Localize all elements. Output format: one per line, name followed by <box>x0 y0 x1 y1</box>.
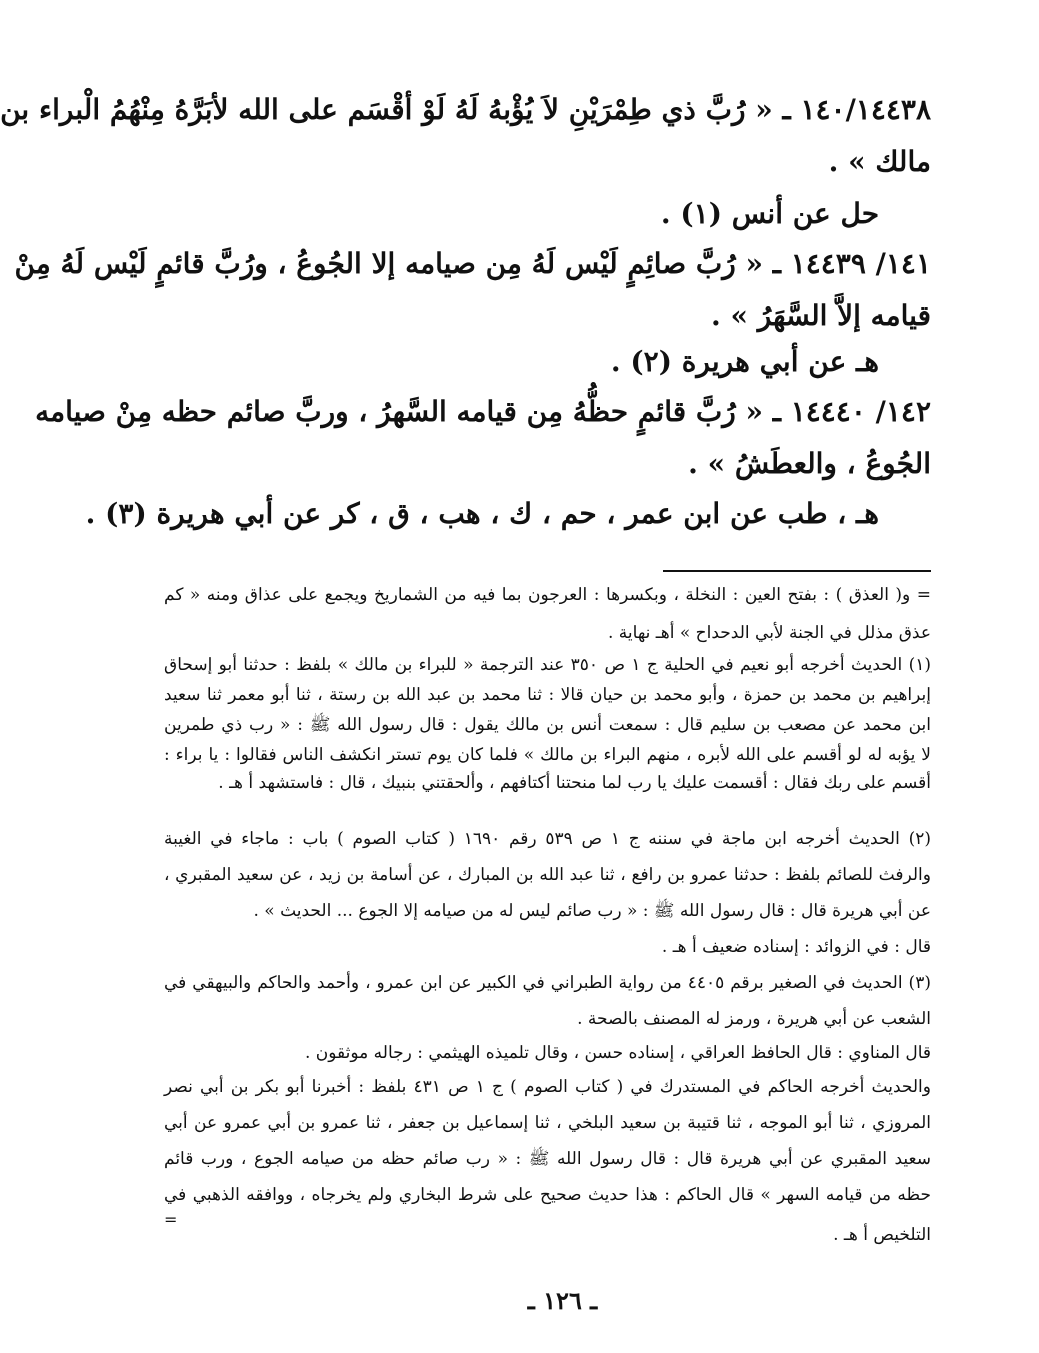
footnote-line: (٣) الحديث في الصغير برقم ٤٤٠٥ من رواية الطبراني في الكبير عن ابن عمرو ، وأحمد والحاكم والبيهقي في <box>164 973 931 993</box>
footnote-line: لا يؤبه له لو أقسم على الله لأبره ، منهم البراء بن مالك » فلما كان يوم تستر انكشف الناس فقالوا : يا براء : <box>164 745 931 765</box>
footnote-line: قال المناوي : قال الحافظ العراقي ، إسناده حسن ، وقال تلميذه الهيثمي : رجاله موثقون . <box>304 1043 931 1063</box>
footnote-line: حظه من قيامه السهر » قال الحاكم : هذا حديث صحيح على شرط البخاري ولم يخرجاه ، ووافقه الذهبي في <box>164 1185 931 1205</box>
hadith-141-source: هـ عن أبي هريرة (٢) . <box>610 345 879 378</box>
hadith-141-line-1: ١٤١/ ١٤٤٣٩ ـ « رُبَّ صائِمٍ لَيْس لَهُ مِن صيامه إلا الجُوعُ ، ورُبَّ قائمٍ لَيْس لَهُ مِنْ <box>14 247 931 280</box>
hadith-142-line-1: ١٤٢/ ١٤٤٤٠ ـ « رُبَّ قائمٍ حظُّهُ مِن قيامه السَّهرُ ، وربَّ صائم حظه مِنْ صيامه <box>35 395 931 428</box>
hadith-142-source: هـ ، طب عن ابن عمر ، حم ، ك ، هب ، ق ، كر عن أبي هريرة (٣) . <box>85 497 879 530</box>
page-number: ـ ١٢٦ ـ <box>527 1286 598 1315</box>
footnote-line: أقسم على ربك فقال : أقسمت عليك يا رب لما منحتنا أكتافهم ، وألحقتني بنبيك ، قال : فاستشهد أ هـ . <box>218 773 931 793</box>
footnote-line: ابن محمد عن مصعب بن سليم قال : سمعت أنس بن مالك يقول : قال رسول الله ﷺ : « رب ذي طمرين <box>164 715 931 735</box>
hadith-140-line-1: ١٤٠/١٤٤٣٨ ـ « رُبَّ ذي طِمْرَيْنِ لاَ يُؤْبهُ لَهُ لَوْ أقْسَم على الله لأبَرَّهُ مِنْهُمُ الْبراء بن <box>0 93 931 126</box>
footnote-line: (١) الحديث أخرجه أبو نعيم في الحلية ج ١ ص ٣٥٠ عند الترجمة « للبراء بن مالك » بلفظ : حدثنا أبو إسحاق <box>164 655 931 675</box>
hadith-142-line-2: الجُوعُ ، والعطَشُ » . <box>688 447 931 480</box>
footnote-line: التلخيص أ هـ . <box>833 1225 931 1245</box>
hadith-140-line-2: مالك » . <box>828 145 931 178</box>
continuation-mark: = <box>164 1210 178 1229</box>
footnote-line: (٢) الحديث أخرجه ابن ماجة في سننه ج ١ ص ٥٣٩ رقم ١٦٩٠ ( كتاب الصوم ) باب : ماجاء في الغيبة <box>164 829 931 849</box>
footnote-line: إبراهيم بن محمد بن حمزة ، وأبو محمد بن حيان قالا : ثنا محمد بن عبد الله بن رستة ، ثنا أبو معمر ثنا سعيد <box>164 685 931 705</box>
footnote-line: والحديث أخرجه الحاكم في المستدرك في ( كتاب الصوم ) ج ١ ص ٤٣١ بلفظ : أخبرنا أبو بكر بن أبي نصر <box>164 1077 931 1097</box>
footnote-line: قال : في الزوائد : إسناده ضعيف أ هـ . <box>661 937 931 957</box>
footnote-line: والرفث للصائم بلفظ : حدثنا عمرو بن رافع ، ثنا عبد الله بن المبارك ، عن أسامة بن زيد ، عن سعيد المقبري ، <box>164 865 931 885</box>
footnote-line: عذق مذلل في الجنة لأبي الدحداح » أهـ نهاية . <box>607 623 931 643</box>
hadith-141-line-2: قيامه إلاَّ السَّهَرُ » . <box>710 299 931 332</box>
footnote-line: عن أبي هريرة قال : قال رسول الله ﷺ : « رب صائم ليس له من صيامه إلا الجوع ... الحديث » . <box>253 901 931 921</box>
footnote-line: المروزي ، ثنا أبو الموجه ، ثنا قتيبة بن سعيد البلخي ، ثنا إسماعيل بن جعفر ، ثنا عمرو بن أبي عمرو عن أبي <box>164 1113 931 1133</box>
footnote-line: = و( العذق ) : بفتح العين : النخلة ، وبكسرها : العرجون بما فيه من الشماريخ ويجمع على عذاق ومنه « كم <box>164 585 931 605</box>
footnote-line: سعيد المقبري عن أبي هريرة قال : قال رسول الله ﷺ : « رب صائم حظه من صيامه الجوع ، ورب قائم <box>164 1149 931 1169</box>
footnote-separator <box>663 570 931 572</box>
hadith-140-source: حل عن أنس (١) . <box>660 197 879 230</box>
footnote-line: الشعب عن أبي هريرة ، ورمز له المصنف بالصحة . <box>577 1009 931 1029</box>
